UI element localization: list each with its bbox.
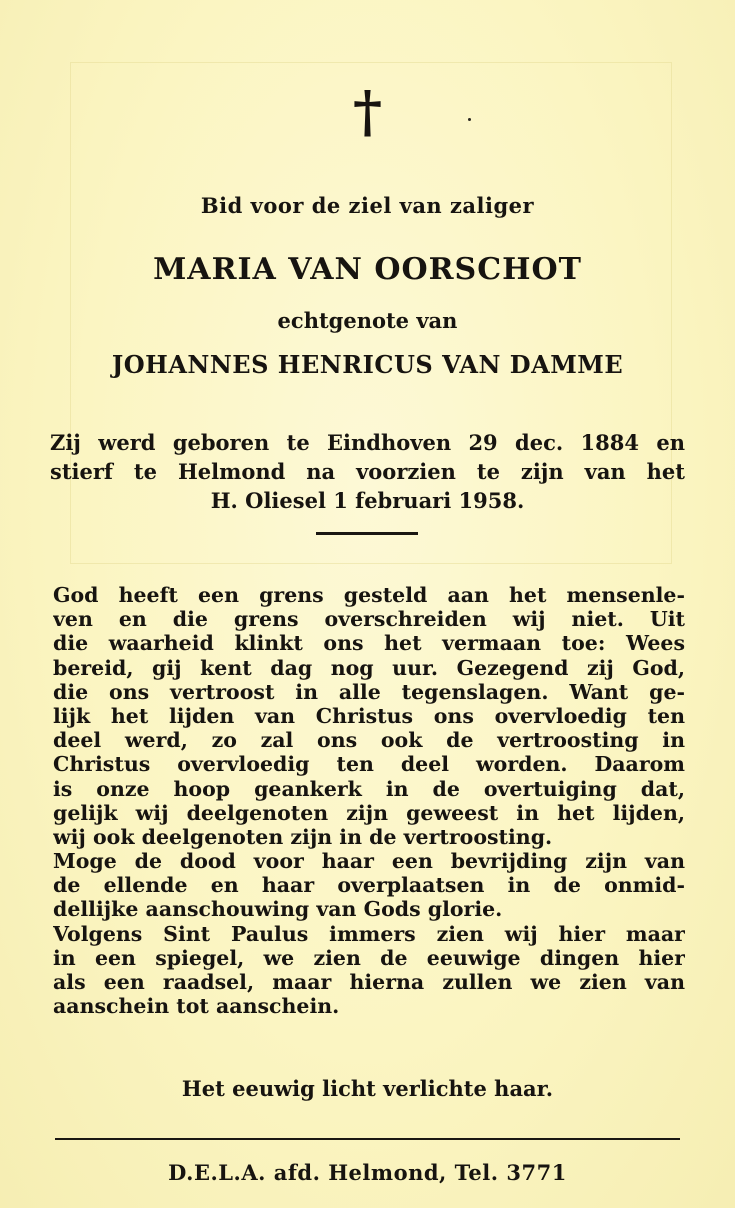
text-line: wij ook deelgenoten zijn in de vertroosting. (53, 824, 553, 849)
meditation-text (53, 583, 685, 1018)
text-line: Volgens Sint Paulus immers zien wij hier maar (53, 921, 685, 946)
text-line: deel werd, zo zal ons ook de vertroosting in (53, 728, 685, 753)
text-line: de ellende en haar overplaatsen in de onmid- (53, 873, 685, 898)
text-line: Christus overvloedig ten deel worden. Daarom (53, 752, 685, 777)
text-line: als een raadsel, maar hierna zullen we zien van (53, 970, 685, 994)
bio-line: Zij werd geboren te Eindhoven 29 dec. 1884 en (50, 430, 685, 455)
text-line: die waarheid klinkt ons het vermaan toe: Wees (53, 631, 685, 656)
text-line: dellijke aanschouwing van Gods glorie. (53, 897, 503, 922)
text-line: gelijk wij deelgenoten zijn geweest in het lijden, (53, 800, 685, 825)
prayer-heading: Bid voor de ziel van zaliger (200, 193, 535, 218)
text-line: die ons vertroost in alle tegenslagen. Want ge- (53, 679, 685, 704)
text-line: is onze hoop geankerk in de overtuiging dat, (53, 776, 685, 801)
relation-text: echtgenote van (277, 308, 458, 333)
text-line: lijk het lijden van Christus ons overvloedig ten (53, 703, 685, 728)
text-line: in een spiegel, we zien de eeuwige dingen hier (53, 945, 685, 970)
bio-line: H. Oliesel 1 februari 1958. (210, 488, 525, 513)
spouse-name: JOHANNES HENRICUS VAN DAMME (111, 350, 624, 379)
biography (50, 428, 685, 515)
bio-line: stierf te Helmond na voorzien te zijn van het (50, 459, 685, 484)
text-line: ven en die grens overschreiden wij niet. Uit (53, 607, 685, 632)
text-line: God heeft een grens gesteld aan het mensenle- (53, 583, 685, 607)
short-divider (316, 532, 418, 535)
printer-footer: D.E.L.A. afd. Helmond, Tel. 3771 (168, 1160, 567, 1185)
cross-icon: † (352, 79, 383, 145)
long-divider (55, 1138, 680, 1140)
text-line: Moge de dood voor haar een bevrijding zijn van (53, 849, 685, 874)
text-line: aanschein tot aanschein. (53, 994, 340, 1019)
text-line: bereid, gij kent dag nog uur. Gezegend zij God, (53, 655, 685, 680)
closing-prayer: Het eeuwig licht verlichte haar. (181, 1076, 554, 1101)
deceased-name: MARIA VAN OORSCHOT (153, 252, 582, 287)
